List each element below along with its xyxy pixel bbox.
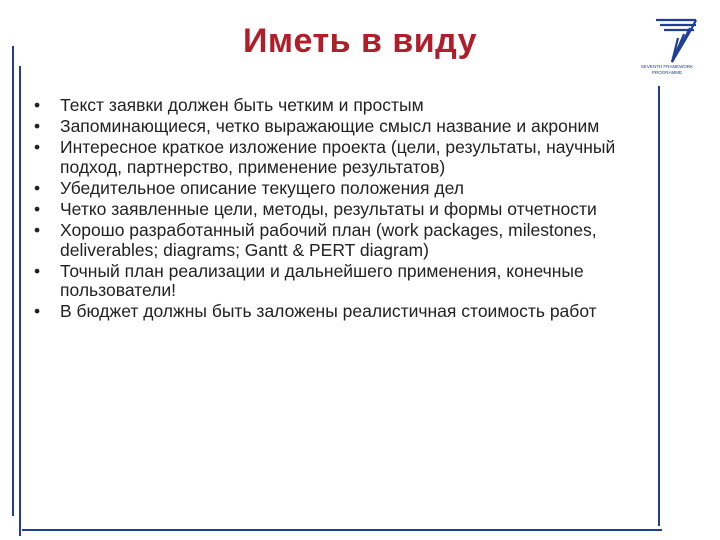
bullet-text: Четко заявленные цели, методы, результаты и формы отчетности xyxy=(60,198,597,219)
bullet-dot: • xyxy=(34,260,41,281)
bullet-dot: • xyxy=(34,95,41,115)
bullet-text: В бюджет должны быть заложены реалистичная стоимость работ xyxy=(60,301,597,322)
bullet-item xyxy=(34,262,674,301)
logo-line-2: PROGRAMME xyxy=(651,70,683,75)
bottom-border-line xyxy=(22,529,662,531)
bullet-item xyxy=(34,138,674,177)
left-border-line-1 xyxy=(12,46,14,516)
page-title: Иметь в виду xyxy=(242,22,478,60)
bullet-item xyxy=(34,179,674,199)
logo-line-1: SEVENTH FRAMEWORK xyxy=(640,64,694,69)
bullet-item xyxy=(34,200,674,220)
bullet-text: Интересное краткое изложение проекта (цели, результаты, научный подход, партнерство, применение результатов) xyxy=(60,137,616,177)
bullet-text: Убедительное описание текущего положения дел xyxy=(60,177,464,198)
bullet-dot: • xyxy=(34,220,41,241)
bullet-text: Текст заявки должен быть четким и простым xyxy=(60,95,424,115)
bullet-dot: • xyxy=(34,116,41,137)
bullet-dot: • xyxy=(34,301,41,322)
bullet-text: Хорошо разработанный рабочий план (work packages, milestones, deliverables; diagrams; Gantt & PERT diagram) xyxy=(60,220,597,260)
bullet-list xyxy=(34,96,674,324)
bullet-item xyxy=(34,221,674,260)
bullet-item xyxy=(34,117,674,137)
bullet-text: Запоминающиеся, четко выражающие смысл название и акроним xyxy=(60,116,600,137)
fp7-logo-icon xyxy=(628,14,706,76)
bullet-item xyxy=(34,96,674,116)
bullet-item xyxy=(34,302,674,322)
bullet-dot: • xyxy=(34,198,41,219)
bullet-dot: • xyxy=(34,137,41,158)
left-border-line-2 xyxy=(19,66,21,536)
bullet-text: Точный план реализации и дальнейшего применения, конечные пользователи! xyxy=(60,260,584,301)
bullet-dot: • xyxy=(34,177,41,198)
